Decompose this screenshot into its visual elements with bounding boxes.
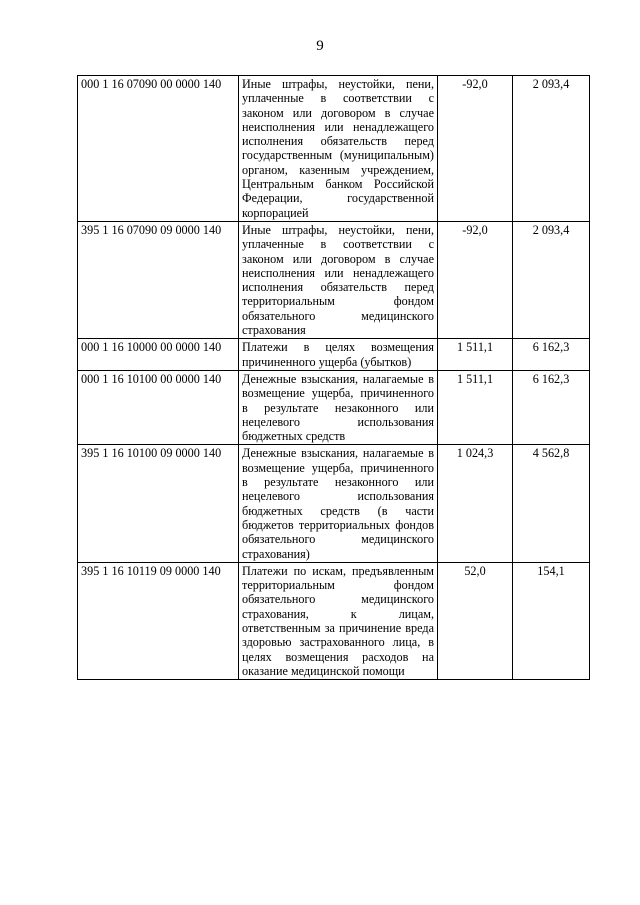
amount-cell-2: 6 162,3 <box>513 339 590 371</box>
budget-code-cell: 395 1 16 07090 09 0000 140 <box>78 221 239 338</box>
budget-code-cell: 395 1 16 10100 09 0000 140 <box>78 445 239 562</box>
amount-cell-1: -92,0 <box>438 221 513 338</box>
table-row <box>78 76 590 222</box>
budget-code-cell: 395 1 16 10119 09 0000 140 <box>78 562 239 679</box>
revenue-name-cell: Платежи по искам, предъявленным территориальным фондом обязательного медицинского страхования, к лицам, ответственным за причинение вреда здоровью застрахованного лица, в целях возмещения расходов на оказание медицинской помощи <box>239 562 438 679</box>
table-row <box>78 370 590 444</box>
amount-cell-2: 4 562,8 <box>513 445 590 562</box>
revenue-name-cell: Иные штрафы, неустойки, пени, уплаченные в соответствии с законом или договором в случае неисполнения или ненадлежащего исполнения обязательств перед территориальным фондом обязательного медицинского страхования <box>239 221 438 338</box>
table-row <box>78 339 590 371</box>
page-number: 9 <box>316 38 324 54</box>
table-row <box>78 221 590 338</box>
amount-cell-1: 1 511,1 <box>438 370 513 444</box>
budget-code-cell: 000 1 16 10100 00 0000 140 <box>78 370 239 444</box>
revenue-name-cell: Иные штрафы, неустойки, пени, уплаченные в соответствии с законом или договором в случае неисполнения или ненадлежащего исполнения обязательств перед государственным (муниципальным) органом, казенным учреждением, Центральным банком Российской Федерации, государственной корпорацией <box>239 76 438 222</box>
table-row <box>78 445 590 562</box>
amount-cell-2: 6 162,3 <box>513 370 590 444</box>
amount-cell-1: 1 024,3 <box>438 445 513 562</box>
budget-code-cell: 000 1 16 10000 00 0000 140 <box>78 339 239 371</box>
amount-cell-2: 154,1 <box>513 562 590 679</box>
amount-cell-1: 52,0 <box>438 562 513 679</box>
budget-revenue-table <box>77 75 590 680</box>
revenue-name-cell: Денежные взыскания, налагаемые в возмещение ущерба, причиненного в результате незаконного или нецелевого использования бюджетных средств <box>239 370 438 444</box>
amount-cell-2: 2 093,4 <box>513 221 590 338</box>
revenue-name-cell: Денежные взыскания, налагаемые в возмещение ущерба, причиненного в результате незаконного или нецелевого использования бюджетных средств (в части бюджетов территориальных фондов обязательного медицинского страхования) <box>239 445 438 562</box>
amount-cell-2: 2 093,4 <box>513 76 590 222</box>
revenue-name-cell: Платежи в целях возмещения причиненного ущерба (убытков) <box>239 339 438 371</box>
table-row <box>78 562 590 679</box>
amount-cell-1: 1 511,1 <box>438 339 513 371</box>
amount-cell-1: -92,0 <box>438 76 513 222</box>
budget-code-cell: 000 1 16 07090 00 0000 140 <box>78 76 239 222</box>
